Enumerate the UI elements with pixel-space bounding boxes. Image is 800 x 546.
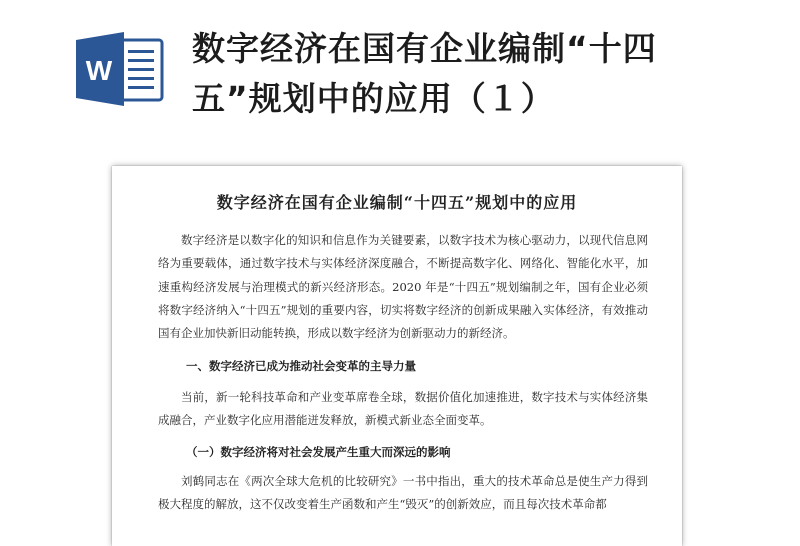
word-document-icon [76,30,164,108]
document-preview [112,166,682,546]
page-title: 数字经济在国有企业编制“十四五”规划中的应用（１） [192,29,657,118]
section-heading-1: 一、数字经济已成为推动社会变革的主导力量 [186,359,416,373]
paragraph-intro: 数字经济是以数字化的知识和信息作为关键要素，以数字技术为核心驱动力，以现代信息网络为重要载体，通过数字技术与实体经济深度融合，不断提高数字化、网络化、智能化水平，加速重构经济发展与治理模式的新兴经济形态。2020 年是“十四五”规划编制之年，国有企业必须将数字经济纳入“十四五”规划的重要内容，切实将数字经济的创新成果融入实体经济，有效推动国有企业加快新旧动能转换，形成以数字经济为创新驱动力的新经济。 [158,233,648,341]
document-title: 数字经济在国有企业编制“十四五”规划中的应用 [216,193,578,212]
paragraph-subsection-1: 刘鹤同志在《两次全球大危机的比较研究》一书中指出，重大的技术革命总是使生产力得到极大程度的解放，这不仅改变着生产函数和产生“毁灭”的创新效应，而且每次技术革命都 [158,474,648,512]
paragraph-section-1: 当前，新一轮科技革命和产业变革席卷全球，数据价值化加速推进，数字技术与实体经济集成融合，产业数字化应用潜能迸发释放，新模式新业态全面变革。 [158,390,648,428]
subsection-heading-1: （一）数字经济将对社会发展产生重大而深远的影响 [186,445,451,459]
word-letter: W [85,55,113,86]
